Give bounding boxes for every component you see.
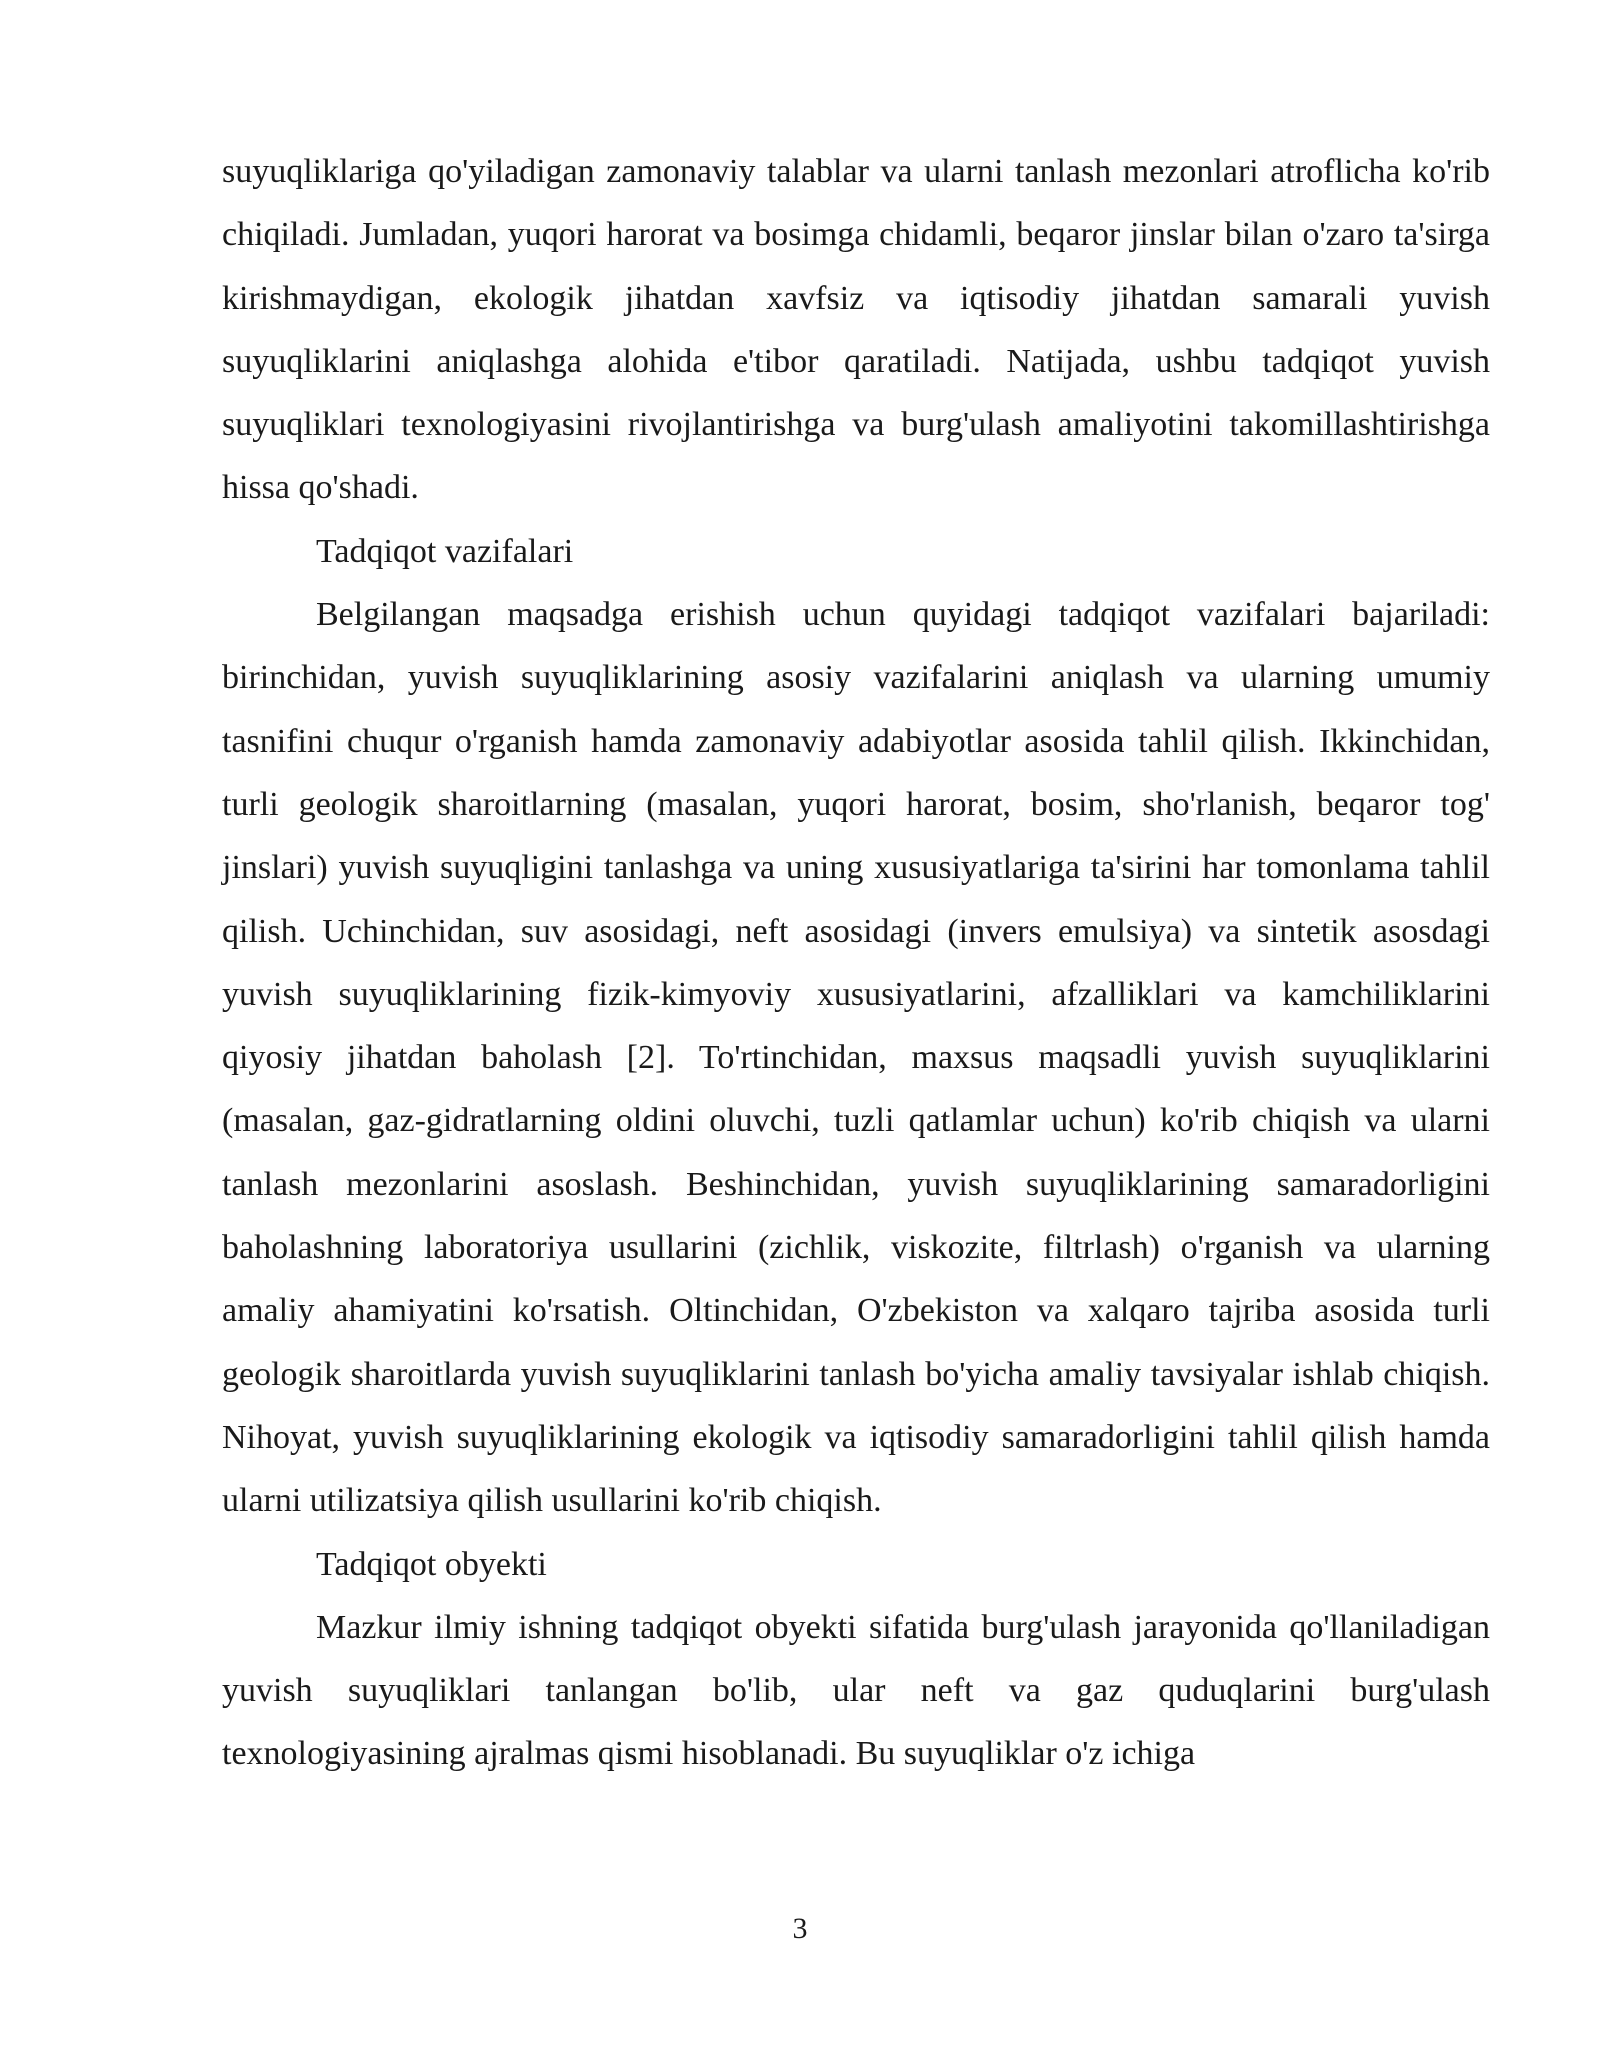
paragraph-continuation: suyuqliklariga qo'yiladigan zamonaviy talablar va ularni tanlash mezonlari atroflicha ko'rib chiqiladi. Jumladan, yuqori harorat va bosimga chidamli, beqaror jinslar bilan o'zaro ta'sirga kirishmaydigan, ekologik jihatdan xavfsiz va iqtisodiy jihatdan samarali yuvish suyuqliklarini aniqlashga alohida e'tibor qaratiladi. Natijada, ushbu tadqiqot yuvish suyuqliklari texnologiyasini rivojlantirishga va burg'ulash amaliyotini takomillashtirishga hissa qo'shadi.: [222, 153, 1490, 507]
section-heading-tasks: Tadqiqot vazifalari: [316, 532, 574, 570]
section-heading-object: Tadqiqot obyekti: [316, 1545, 547, 1583]
document-body: [222, 140, 1490, 1786]
paragraph-object: Mazkur ilmiy ishning tadqiqot obyekti sifatida burg'ulash jarayonida qo'llaniladigan yuvish suyuqliklari tanlangan bo'lib, ular neft va gaz quduqlarini burg'ulash texnologiyasining ajralmas qismi hisoblanadi. Bu suyuqliklar o'z ichiga: [222, 1608, 1490, 1773]
paragraph-tasks: Belgilangan maqsadga erishish uchun quyidagi tadqiqot vazifalari bajariladi: birinchidan, yuvish suyuqliklarining asosiy vazifalarini aniqlash va ularning umumiy tasnifini chuqur o'rganish hamda zamonaviy adabiyotlar asosida tahlil qilish. Ikkinchidan, turli geologik sharoitlarning (masalan, yuqori harorat, bosim, sho'rlanish, beqaror tog' jinslari) yuvish suyuqligini tanlashga va uning xususiyatlariga ta'sirini har tomonlama tahlil qilish. Uchinchidan, suv asosidagi, neft asosidagi (invers emulsiya) va sintetik asosdagi yuvish suyuqliklarining fizik-kimyoviy xususiyatlarini, afzalliklari va kamchiliklarini qiyosiy jihatdan baholash [2]. To'rtinchidan, maxsus maqsadli yuvish suyuqliklarini (masalan, gaz-gidratlarning oldini oluvchi, tuzli qatlamlar uchun) ko'rib chiqish va ularni tanlash mezonlarini asoslash. Beshinchidan, yuvish suyuqliklarining samaradorligini baholashning laboratoriya usullarini (zichlik, viskozite, filtrlash) o'rganish va ularning amaliy ahamiyatini ko'rsatish. Oltinchidan, O'zbekiston va xalqaro tajriba asosida turli geologik sharoitlarda yuvish suyuqliklarini tanlash bo'yicha amaliy tavsiyalar ishlab chiqish. Nihoyat, yuvish suyuqliklarining ekologik va iqtisodiy samaradorligini tahlil qilish hamda ularni utilizatsiya qilish usullarini ko'rib chiqish.: [222, 596, 1490, 1520]
page-number: 3: [792, 1912, 808, 1945]
